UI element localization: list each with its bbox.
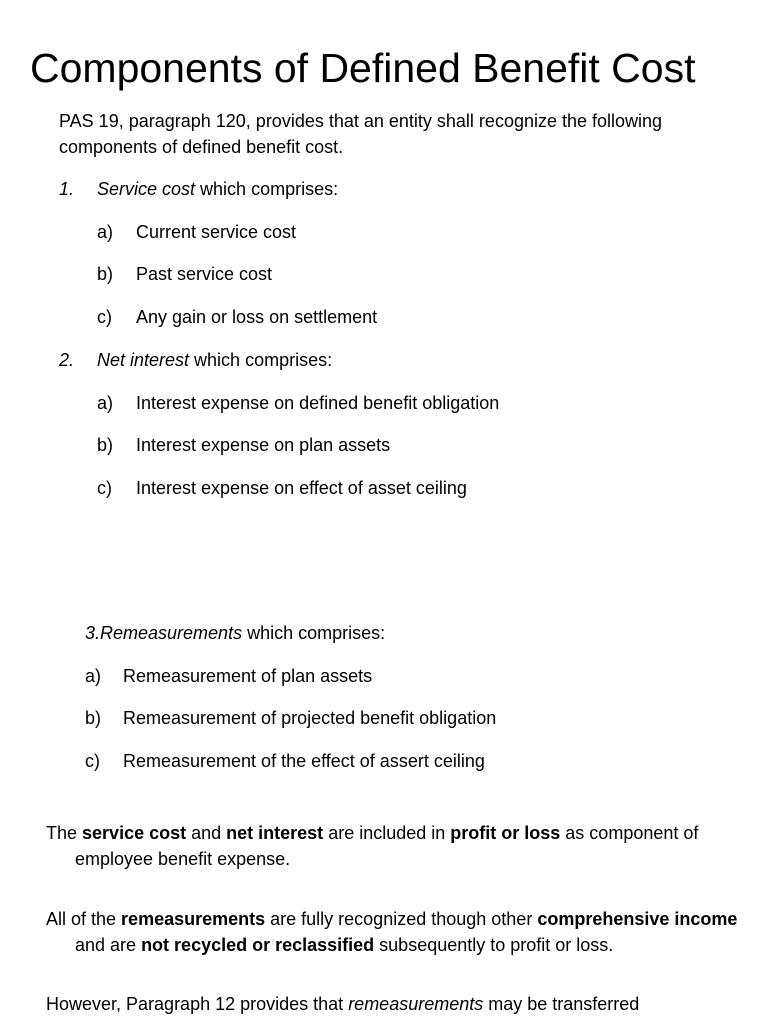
- p2-text-2: are fully recognized though other: [265, 909, 538, 929]
- item-1b-text: Past service cost: [136, 264, 273, 284]
- item-1a-text: Current service cost: [136, 222, 297, 242]
- item-1-heading: [97, 176, 338, 202]
- p1-bold-service-cost: service cost: [82, 823, 187, 843]
- item-3c-label: c): [85, 751, 100, 771]
- slide-title: Components of Defined Benefit Cost: [30, 45, 696, 91]
- p2-bold-remeasurements: remeasurements: [121, 909, 266, 929]
- p1-text-3: are included in: [323, 823, 451, 843]
- item-2-heading: [97, 347, 332, 373]
- item-2c-text: Interest expense on effect of asset ceiling: [136, 478, 467, 498]
- p2-text-3: and are: [75, 935, 142, 955]
- item-3-heading: [85, 620, 385, 646]
- p2-bold-comprehensive-income: comprehensive income: [537, 909, 738, 929]
- intro-paragraph: PAS 19, paragraph 120, provides that an entity shall recognize the following components of defined benefit cost.: [59, 111, 663, 157]
- item-1-heading-rest: which comprises:: [195, 179, 339, 199]
- item-2-number: 2.: [59, 350, 75, 370]
- item-3b-label: b): [85, 708, 102, 728]
- item-1-heading-italic: Service cost: [97, 179, 196, 199]
- item-3-heading-italic: 3.Remeasurements: [85, 623, 243, 643]
- item-1c-label: c): [97, 307, 112, 327]
- item-3a-label: a): [85, 666, 102, 686]
- p1-bold-profit-or-loss: profit or loss: [450, 823, 561, 843]
- p3-text-2: may be transferred: [483, 994, 640, 1014]
- item-1a-label: a): [97, 222, 114, 242]
- p3-italic-remeasurements: remeasurements: [348, 994, 484, 1014]
- paragraph-transfer: [46, 991, 755, 1017]
- p1-bold-net-interest: net interest: [226, 823, 324, 843]
- p1-text-1: The: [46, 823, 83, 843]
- paragraph-oci: [46, 906, 755, 958]
- item-1c-text: Any gain or loss on settlement: [136, 307, 378, 327]
- item-2b-text: Interest expense on plan assets: [136, 435, 391, 455]
- p1-text-2: and: [186, 823, 227, 843]
- p2-text-1: All of the: [46, 909, 122, 929]
- item-3a-text: Remeasurement of plan assets: [123, 666, 373, 686]
- p2-bold-not-recycled: not recycled or reclassified: [141, 935, 375, 955]
- p3-text-1: However, Paragraph 12 provides that: [46, 994, 349, 1014]
- item-3-heading-rest: which comprises:: [242, 623, 386, 643]
- item-1b-label: b): [97, 264, 114, 284]
- p1-text-4: as component of employee benefit expense.: [75, 823, 699, 869]
- item-2-heading-italic: Net interest: [97, 350, 190, 370]
- p2-text-4: subsequently to profit or loss.: [374, 935, 614, 955]
- item-2a-text: Interest expense on defined benefit obligation: [136, 393, 500, 413]
- item-2b-label: b): [97, 435, 114, 455]
- item-1-number: 1.: [59, 179, 75, 199]
- item-3b-text: Remeasurement of projected benefit obligation: [123, 708, 497, 728]
- paragraph-profit-or-loss: [46, 820, 755, 872]
- item-2-heading-rest: which comprises:: [189, 350, 333, 370]
- item-2c-label: c): [97, 478, 112, 498]
- item-2a-label: a): [97, 393, 114, 413]
- item-3c-text: Remeasurement of the effect of assert ceiling: [123, 751, 485, 771]
